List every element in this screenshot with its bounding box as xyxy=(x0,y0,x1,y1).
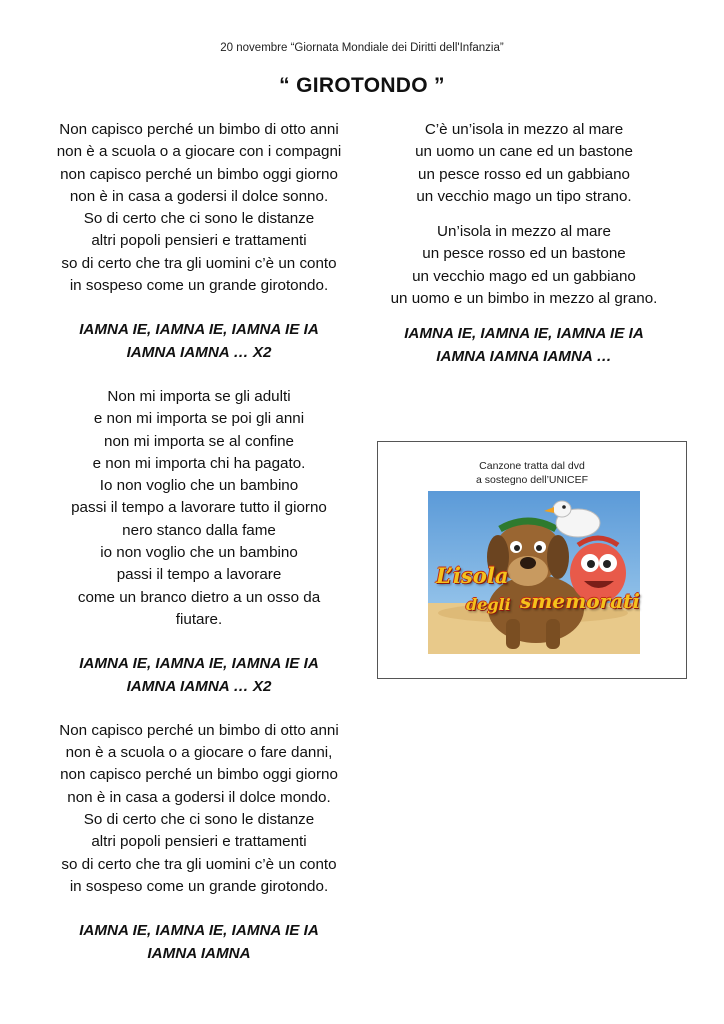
left-column xyxy=(30,119,368,965)
right-stanza-1 xyxy=(370,119,678,208)
page-header: 20 novembre “Giornata Mondiale dei Diritti dell'Infanzia” xyxy=(220,42,504,54)
lyric-line: un uomo e un bimbo in mezzo al grano. xyxy=(390,290,658,308)
lyric-line: IAMNA IE, IAMNA IE, IAMNA IE IA xyxy=(79,655,319,673)
lyric-line: C’è un’isola in mezzo al mare xyxy=(424,121,624,138)
right-stanza-2 xyxy=(370,221,678,310)
lyric-line: io non voglio che un bambino xyxy=(100,544,298,562)
refrain-3 xyxy=(30,920,368,965)
lyric-line: IAMNA IE, IAMNA IE, IAMNA IE IA xyxy=(79,922,319,940)
lyric-line: in sospeso come un grande girotondo. xyxy=(69,877,329,895)
lyric-line: a sostegno dell’UNICEF xyxy=(475,474,589,486)
lyric-line: e non mi importa se poi gli anni xyxy=(93,410,305,428)
lyric-line: non capisco perché un bimbo oggi giorno xyxy=(60,165,338,183)
logo-word-degli: degli xyxy=(466,595,511,614)
lyric-line: IAMNA IAMNA xyxy=(147,944,251,962)
lyric-line: un uomo un cane ed un bastone xyxy=(415,143,633,161)
lyric-line: passi il tempo a lavorare tutto il giorno xyxy=(71,499,327,517)
lyric-line: Non capisco perché un bimbo di otto anni xyxy=(59,721,339,739)
lyric-line: IAMNA IE, IAMNA IE, IAMNA IE IA xyxy=(404,325,644,343)
lyric-line: un pesce rosso ed un bastone xyxy=(422,245,626,263)
lyric-line: in sospeso come un grande girotondo. xyxy=(69,277,329,295)
right-refrain xyxy=(370,323,678,368)
stanza-2 xyxy=(30,386,368,631)
lyric-line: So di certo che ci sono le distanze xyxy=(83,210,315,228)
lyric-line: Io non voglio che un bambino xyxy=(99,477,299,495)
lyric-line: so di certo che tra gli uomini c’è un conto xyxy=(61,855,337,873)
lyric-line: altri popoli pensieri e trattamenti xyxy=(91,833,307,851)
lyric-line: non è a scuola o a giocare con i compagni xyxy=(56,143,342,161)
lyric-line: non è in casa a godersi il dolce mondo. xyxy=(67,788,331,806)
lyric-line: non mi importa se al confine xyxy=(104,432,294,450)
lyric-line: Canzone tratta dal dvd xyxy=(479,460,585,472)
lyric-line: e non mi importa chi ha pagato. xyxy=(92,454,306,472)
lyric-line: non è in casa a godersi il dolce sonno. xyxy=(69,187,329,205)
dvd-promo-box xyxy=(377,441,687,679)
lyric-line: un vecchio mago ed un gabbiano xyxy=(412,267,636,285)
stanza-1 xyxy=(30,119,368,297)
lyric-line: IAMNA IAMNA IAMNA … xyxy=(436,347,612,365)
stanza-3 xyxy=(30,720,368,898)
right-column xyxy=(370,119,678,368)
lyric-line: so di certo che tra gli uomini c’è un conto xyxy=(61,254,337,272)
logo-word-isola: L’isola xyxy=(436,563,509,588)
dvd-cover-image xyxy=(428,491,640,654)
lyric-line: Non mi importa se gli adulti xyxy=(107,387,291,405)
lyric-line: IAMNA IAMNA … X2 xyxy=(126,343,272,361)
lyric-line: Non capisco perché un bimbo di otto anni xyxy=(59,121,339,138)
promo-caption xyxy=(378,459,686,487)
logo-word-smemorati: smemorati xyxy=(520,589,640,613)
lyric-line: un vecchio mago un tipo strano. xyxy=(416,187,632,205)
lyric-line: So di certo che ci sono le distanze xyxy=(83,811,315,829)
lyric-line: come un branco dietro a un osso da xyxy=(77,588,321,606)
lyric-line: altri popoli pensieri e trattamenti xyxy=(91,232,307,250)
lyric-line: passi il tempo a lavorare xyxy=(116,566,282,584)
refrain-1 xyxy=(30,319,368,364)
lyric-line: nero stanco dalla fame xyxy=(122,521,276,539)
lyric-line: fiutare. xyxy=(175,610,223,628)
lyric-line: IAMNA IE, IAMNA IE, IAMNA IE IA xyxy=(79,321,319,339)
lyric-line: un pesce rosso ed un gabbiano xyxy=(418,165,630,183)
refrain-2 xyxy=(30,653,368,698)
lyric-line: Un’isola in mezzo al mare xyxy=(437,223,611,241)
lyric-line: non capisco perché un bimbo oggi giorno xyxy=(60,766,338,784)
lyric-line: non è a scuola o a giocare o fare danni, xyxy=(65,744,333,762)
lyric-line: IAMNA IAMNA … X2 xyxy=(126,677,272,695)
song-title: “ GIROTONDO ” xyxy=(279,74,445,97)
